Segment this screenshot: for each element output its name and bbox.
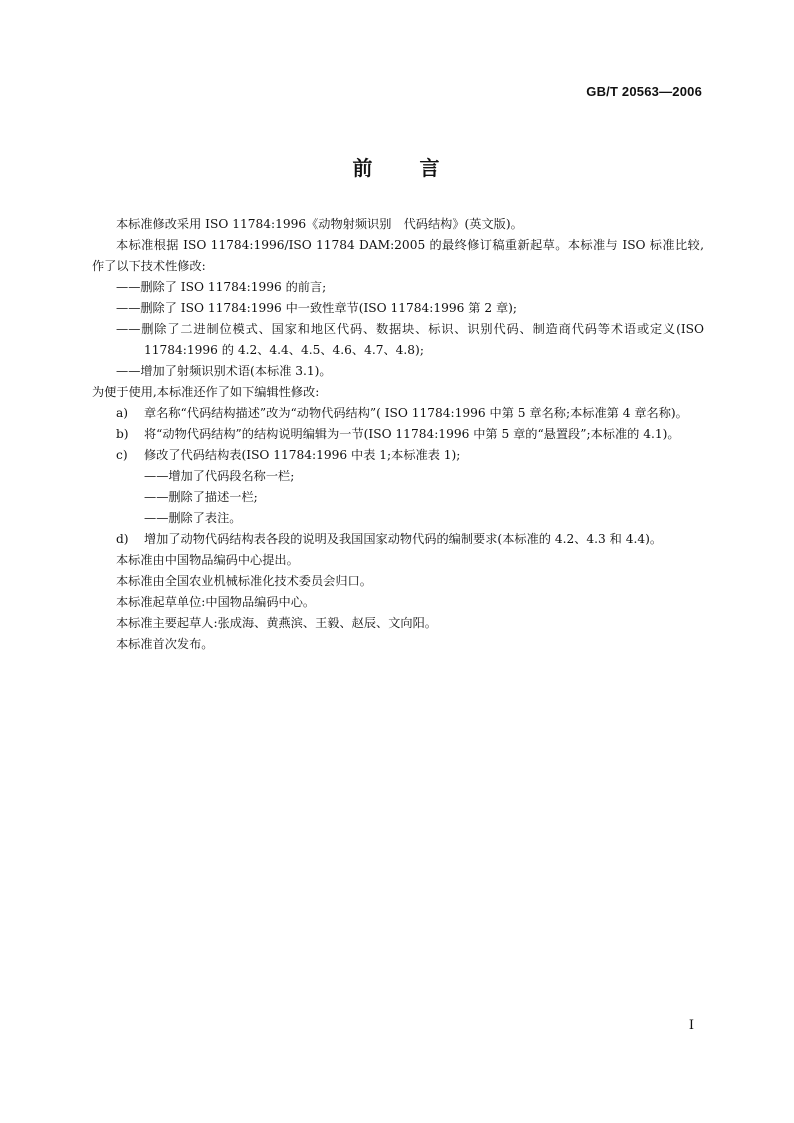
paragraph: 为便于使用,本标准还作了如下编辑性修改: xyxy=(92,385,320,399)
list-marker: b) xyxy=(116,427,129,441)
paragraph: 本标准修改采用 ISO 11784:1996《动物射频识别 代码结构》(英文版)。 xyxy=(116,217,523,231)
paragraph: 本标准由中国物品编码中心提出。 xyxy=(116,553,299,567)
list-item: ——增加了射频识别术语(本标准 3.1)。 xyxy=(116,364,332,378)
list-item: ——删除了 ISO 11784:1996 的前言; xyxy=(116,280,327,294)
list-marker: d) xyxy=(116,532,129,546)
page-number: I xyxy=(688,1018,694,1033)
page-title: 前 言 xyxy=(352,156,442,180)
paragraph: 本标准起草单位:中国物品编码中心。 xyxy=(116,595,316,609)
paragraph: 本标准由全国农业机械标准化技术委员会归口。 xyxy=(116,574,372,588)
list-item: ——删除了 ISO 11784:1996 中一致性章节(ISO 11784:1996 第 2 章); xyxy=(116,301,518,315)
foreword-body xyxy=(92,214,704,655)
list-marker: a) xyxy=(116,406,129,420)
list-item-text: 将“动物代码结构”的结构说明编辑为一节(ISO 11784:1996 中第 5 章的“悬置段”;本标准的 4.1)。 xyxy=(144,427,680,441)
list-item-text: 增加了动物代码结构表各段的说明及我国国家动物代码的编制要求(本标准的 4.2、4.3 和 4.4)。 xyxy=(144,532,663,546)
list-item: ——增加了代码段名称一栏; xyxy=(144,469,295,483)
standard-code: GB/T 20563—2006 xyxy=(586,84,702,99)
list-item-text: 修改了代码结构表(ISO 11784:1996 中表 1;本标准表 1); xyxy=(144,448,461,462)
paragraph: 本标准主要起草人:张成海、黄燕滨、王毅、赵辰、文向阳。 xyxy=(116,616,437,630)
list-item: ——删除了二进制位模式、国家和地区代码、数据块、标识、识别代码、制造商代码等术语或定义(ISO 11784:1996 的 4.2、4.4、4.5、4.6、4.7、4.8); xyxy=(116,322,704,357)
list-item xyxy=(92,445,704,466)
paragraph: 本标准根据 ISO 11784:1996/ISO 11784 DAM:2005 的最终修订稿重新起草。本标准与 ISO 标准比较,作了以下技术性修改: xyxy=(92,238,704,273)
list-item xyxy=(92,529,704,550)
list-item-text: 章名称“代码结构描述”改为“动物代码结构”( ISO 11784:1996 中第 5 章名称;本标准第 4 章名称)。 xyxy=(144,406,688,420)
list-item: ——删除了表注。 xyxy=(144,511,242,525)
list-marker: c) xyxy=(116,448,128,462)
list-item xyxy=(92,424,704,445)
paragraph: 本标准首次发布。 xyxy=(116,637,214,651)
list-item: ——删除了描述一栏; xyxy=(144,490,258,504)
list-item xyxy=(92,403,704,424)
